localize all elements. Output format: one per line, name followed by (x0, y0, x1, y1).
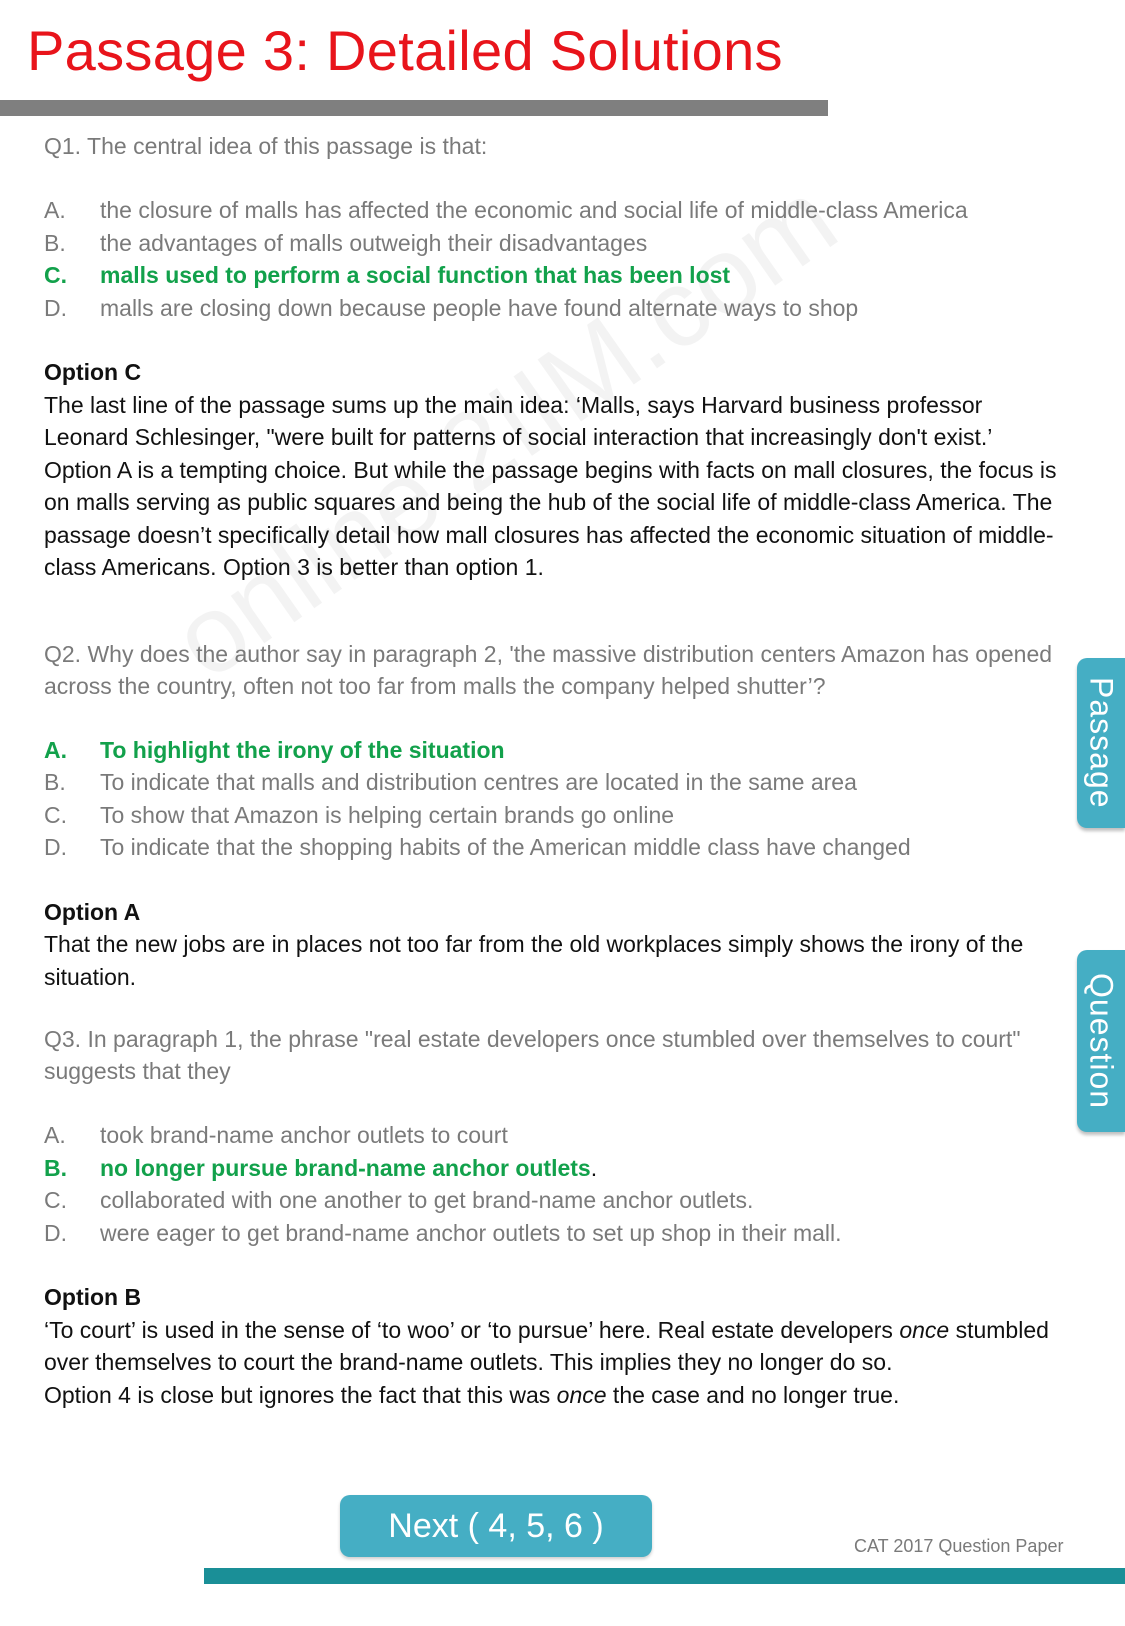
option-letter: C. (44, 262, 67, 288)
question-1-text: Q1. The central idea of this passage is that: (44, 133, 488, 159)
footer-bar (204, 1568, 1125, 1584)
q3-option-c (44, 1184, 1060, 1217)
q3-explanation-paragraph (44, 1314, 1060, 1379)
question-1-block (44, 130, 1060, 584)
question-2-text: Q2. Why does the author say in paragraph 2, 'the massive distribution centers Amazon has opened across the country, often not too far from malls the company helped shutter’? (44, 640, 1053, 699)
q3-explanation-paragraph (44, 1379, 1060, 1412)
option-text: malls used to perform a social function that has been lost (100, 262, 731, 288)
footer-paper-label: CAT 2017 Question Paper (854, 1536, 1064, 1556)
text-run: stumbled over themselves to court the brand-name outlets. This implies they no longer do so. (44, 1316, 1049, 1375)
passage-tab-label: Passage (1083, 677, 1120, 809)
q3-option-b-correct (44, 1152, 1060, 1185)
option-text: To indicate that the shopping habits of the American middle class have changed (100, 834, 911, 860)
question-3-block (44, 1023, 1060, 1411)
passage-tab[interactable] (1077, 658, 1125, 828)
option-text-main: no longer pursue brand-name anchor outlets (100, 1154, 591, 1181)
option-letter: B. (44, 229, 66, 256)
option-text: To highlight the irony of the situation (100, 736, 505, 763)
option-letter: A. (44, 1122, 66, 1148)
option-text: malls are closing down because people have found alternate ways to shop (100, 294, 859, 321)
option-letter: A. (44, 197, 66, 223)
question-1-options (44, 194, 1060, 324)
option-letter: B. (44, 769, 66, 795)
title-underline-bar (0, 100, 828, 116)
q1-solution (44, 356, 1060, 584)
q2-solution (44, 896, 1060, 994)
option-letter: D. (44, 1219, 67, 1246)
emphasis-run: once (556, 1381, 607, 1408)
q3-answer-label: Option B (44, 1284, 142, 1310)
solutions-content (44, 130, 1060, 1411)
option-text: To show that Amazon is helping certain brands go online (100, 801, 675, 828)
option-text: collaborated with one another to get brand-name anchor outlets. (100, 1187, 754, 1213)
option-letter: C. (44, 801, 67, 828)
q1-option-a (44, 194, 1060, 227)
option-letter: B. (44, 1154, 67, 1181)
q2-explanation-paragraph: That the new jobs are in places not too far from the old workplaces simply shows the irony of the situation. (44, 931, 1024, 990)
text-run: Option 4 is close but ignores the fact that this was (44, 1381, 557, 1408)
question-tab-label: Question (1083, 972, 1120, 1110)
question-2-block (44, 638, 1060, 994)
option-text: the advantages of malls outweigh their disadvantages (100, 229, 648, 256)
option-text: were eager to get brand-name anchor outlets to set up shop in their mall. (100, 1219, 842, 1246)
question-tab[interactable] (1077, 950, 1125, 1132)
question-3-options (44, 1119, 1060, 1249)
q2-option-a-correct (44, 734, 1060, 767)
q1-option-c-correct (44, 259, 1060, 292)
q1-answer-label: Option C (44, 359, 142, 385)
text-run: ‘To court’ is used in the sense of ‘to woo’ or ‘to pursue’ here. Real estate developers (44, 1316, 900, 1343)
q3-option-a (44, 1119, 1060, 1152)
option-trailing-period: . (590, 1154, 598, 1181)
option-letter: D. (44, 834, 67, 860)
option-text (100, 1152, 597, 1185)
next-questions-button[interactable]: Next ( 4, 5, 6 ) (340, 1495, 652, 1557)
q1-explanation-paragraph: The last line of the passage sums up the main idea: ‘Malls, says Harvard business professor Leonard Schlesinger, "were built for patterns of social interaction that increasingly don't exist.’ (44, 391, 993, 450)
option-letter: D. (44, 294, 67, 321)
option-text: To indicate that malls and distribution centres are located in the same area (100, 769, 857, 795)
option-letter: A. (44, 736, 67, 763)
option-letter: C. (44, 1187, 67, 1213)
q2-option-b (44, 766, 1060, 799)
q1-option-b (44, 227, 1060, 260)
q3-solution (44, 1281, 1060, 1411)
question-2-options (44, 734, 1060, 864)
q1-option-d (44, 292, 1060, 325)
q2-answer-label: Option A (44, 898, 141, 925)
question-3-text: Q3. In paragraph 1, the phrase "real estate developers once stumbled over themselves to court" suggests that they (44, 1026, 1021, 1084)
page-title: Passage 3: Detailed Solutions (27, 19, 783, 82)
text-run: the case and no longer true. (606, 1381, 900, 1408)
option-text: the closure of malls has affected the economic and social life of middle-class America (100, 197, 968, 223)
q1-explanation-paragraph: Option A is a tempting choice. But while the passage begins with facts on mall closures, the focus is on malls serving as public squares and being the hub of the social life of middle-class America. The passage doesn’t specifically detail how mall closures has affected the economic situation of middle-class Americans. Option 3 is better than option 1. (44, 456, 1057, 580)
q3-option-d (44, 1217, 1060, 1250)
q2-option-c (44, 799, 1060, 832)
option-text: took brand-name anchor outlets to court (100, 1122, 508, 1148)
emphasis-run: once (899, 1316, 950, 1343)
q2-option-d (44, 831, 1060, 864)
